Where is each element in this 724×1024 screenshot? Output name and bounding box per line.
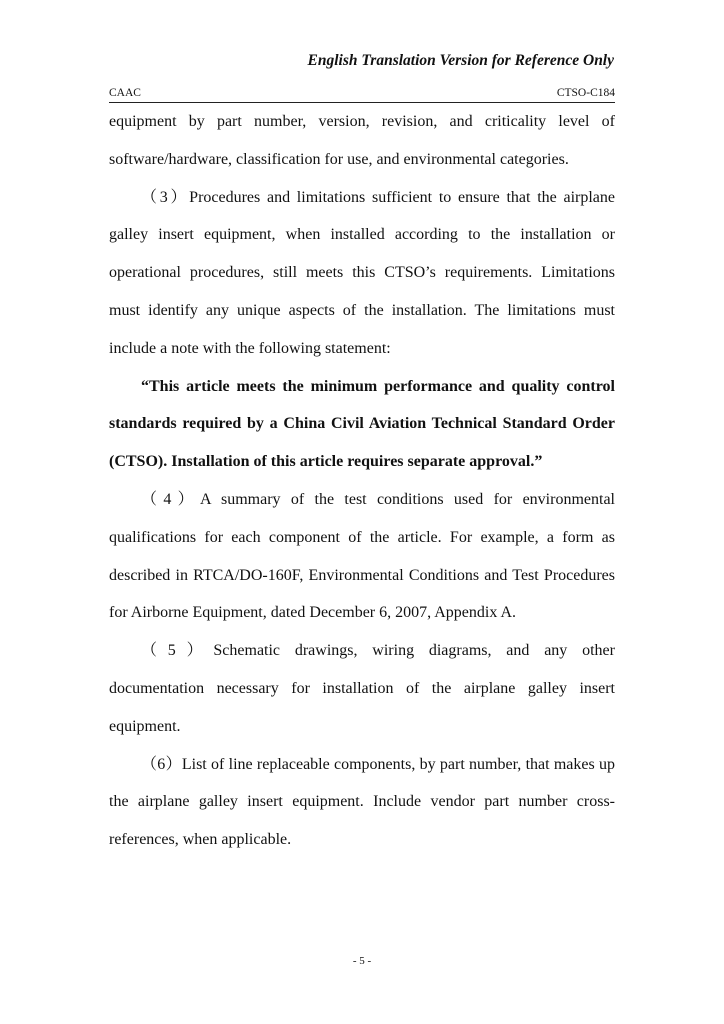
required-statement-quote: “This article meets the minimum performance and quality control standards required by a China Civil Aviation Technical Standard Order (CTSO). Installation of this article requires separate approval.” <box>109 377 615 471</box>
page-number: - 5 - <box>352 955 372 967</box>
translation-disclaimer: English Translation Version for Reference Only <box>307 52 614 69</box>
document-body <box>109 103 615 859</box>
header-document-id: CTSO-C184 <box>556 87 615 99</box>
paragraph-item-3: （3）Procedures and limitations sufficient to ensure that the airplane galley insert equipment, when installed according to the installation or operational procedures, still meets this CTSO’s requirements. Limitations must identify any unique aspects of the installation. The limitations must include a note with the following statement: <box>109 188 615 357</box>
paragraph-item-5: （5）Schematic drawings, wiring diagrams, and any other documentation necessary for installation of the airplane galley insert equipment. <box>109 642 615 735</box>
paragraph-item-6: （6）List of line replaceable components, by part number, that makes up the airplane galley insert equipment. Include vendor part number cross-references, when applicable. <box>109 755 615 849</box>
paragraph-item-4: （4）A summary of the test conditions used for environmental qualifications for each component of the article. For example, a form as described in RTCA/DO-160F, Environmental Conditions and Test Procedures for Airborne Equipment, dated December 6, 2007, Appendix A. <box>109 490 615 622</box>
header-agency: CAAC <box>109 87 141 99</box>
running-header <box>109 86 615 103</box>
paragraph-continuation: equipment by part number, version, revision, and criticality level of software/hardware, classification for use, and environmental categories. <box>109 113 615 168</box>
